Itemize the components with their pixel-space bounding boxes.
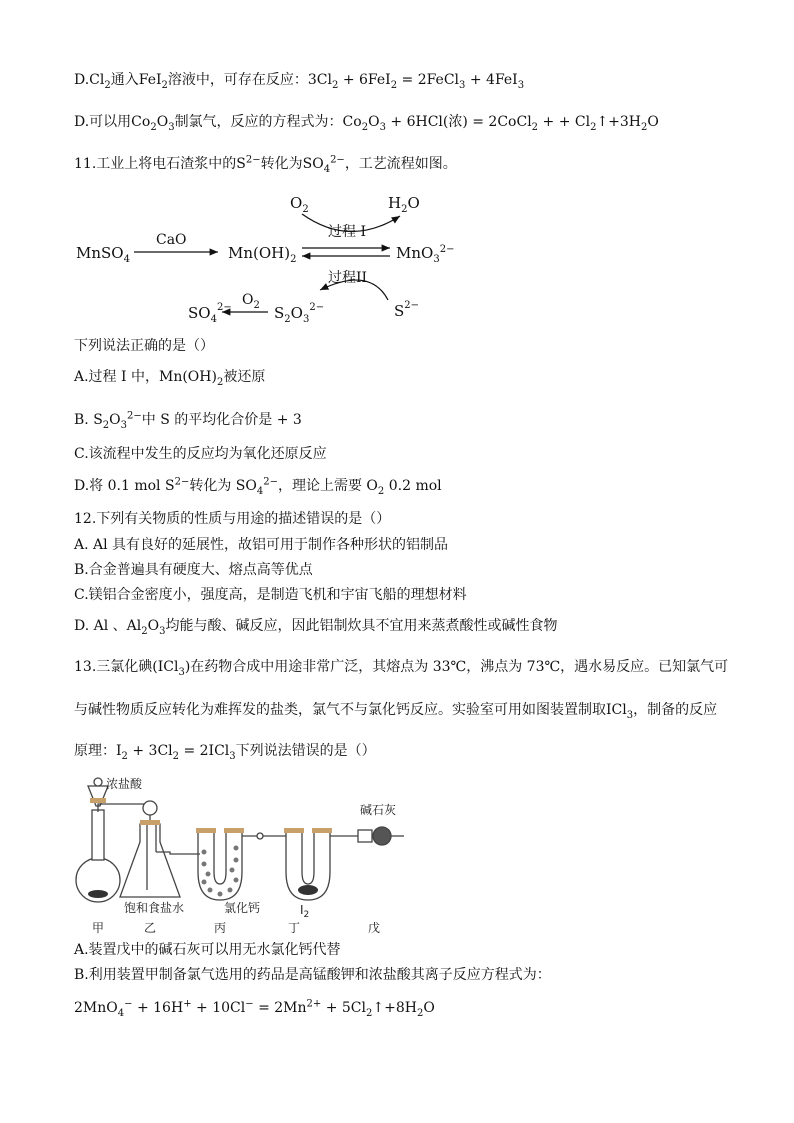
svg-text:过程II: 过程II [328, 270, 368, 286]
q10-option-d2: D.可以用$Co_2O_3$制氯气，反应的方程式为：$Co_2O_3 + 6HCl$(浓) = 2CoCl$_2$ + + $Cl_2↑+3H_2O$ [74, 114, 659, 133]
svg-text:S2O32−: $S_2O_3^{2-}$ [274, 302, 325, 325]
svg-text:甲: 甲 [92, 921, 105, 935]
q11-option-b: B. $S_2O_3^{2-}$中 S 的平均化合价是 + 3 [74, 410, 302, 431]
q11-stem: 11.工业上将电石渣浆中的$S^{2-}$转化为$SO_4^{2-}$，工艺流程如图。 [74, 154, 457, 175]
svg-text:O2: $O_2$ [242, 292, 260, 311]
svg-text:H2O: $H_2O$ [388, 194, 420, 215]
q13-line1: 13.三氯化碘(ICl$_3$)在药物合成中用途非常广泛，其熔点为 33℃，沸点为 73℃，遇水易反应。已知氯气可 [74, 659, 729, 678]
svg-text:氯化钙: 氯化钙 [224, 901, 261, 915]
svg-text:Mn(OH)2: $Mn(OH)_2$ [228, 244, 297, 265]
q13-line2: 与碱性物质反应转化为难挥发的盐类，氯气不与氯化钙反应。实验室可用如图装置制取ICl$_3$，制备的反应 [74, 702, 718, 721]
svg-text:丁: 丁 [288, 921, 301, 935]
q11-ask: 下列说法正确的是（） [74, 338, 214, 354]
svg-text:I2: $I_2$ [300, 903, 310, 920]
q12-option-c: C.镁铝合金密度小，强度高，是制造飞机和宇宙飞船的理想材料 [74, 587, 467, 603]
q11-option-c: C.该流程中发生的反应均为氧化还原反应 [74, 446, 327, 462]
svg-text:MnO32−: MnO$_3^{2-}$ [396, 244, 455, 265]
svg-text:戊: 戊 [368, 921, 381, 935]
q13-option-a: A.装置戊中的碱石灰可以用无水氯化钙代替 [74, 942, 341, 958]
q13-option-b: B.利用装置甲制备氯气选用的药品是高锰酸钾和浓盐酸其离子反应方程式为： [74, 967, 551, 983]
q13-equation: $2MnO_4^- + 16H^+ + 10Cl^- = 2Mn^{2+}$ + $5Cl_2↑+8H_2O$ [74, 998, 435, 1019]
svg-text:饱和食盐水: 饱和食盐水 [124, 901, 185, 915]
q10-option-d1: $D.Cl_2$通入FeI$_2$溶液中，可存在反应：$3Cl_2 + 6FeI_2$ = 2FeCl$_3$ + 4FeI$_3$ [74, 72, 525, 91]
apparatus-diagram [70, 772, 420, 937]
q12-stem: 12.下列有关物质的性质与用途的描述错误的是（） [74, 511, 391, 527]
svg-text:MnSO4: MnSO$_4$ [76, 244, 130, 265]
svg-text:CaO: CaO [156, 232, 187, 248]
svg-text:碱石灰: 碱石灰 [360, 803, 397, 817]
svg-text:SO42−: $SO_4^{2-}$ [188, 302, 232, 325]
svg-text:丙: 丙 [214, 921, 227, 935]
q11-option-a: A.过程 I 中，$Mn(OH)_2$被还原 [74, 369, 266, 388]
q13-line3: 原理：$I_2 + 3Cl_2 = 2ICl_3$下列说法错误的是（） [74, 743, 376, 762]
svg-text:乙: 乙 [144, 921, 157, 935]
cacl2-granules [202, 846, 239, 897]
svg-text:O2: $O_2$ [290, 194, 309, 215]
process-flow-diagram [70, 188, 455, 328]
q12-option-b: B.合金普遍具有硬度大、熔点高等优点 [74, 562, 313, 578]
svg-text:过程 I: 过程 I [328, 224, 366, 240]
svg-text:浓盐酸: 浓盐酸 [106, 777, 143, 791]
q12-option-a: A. Al 具有良好的延展性，故铝可用于制作各种形状的铝制品 [74, 537, 449, 553]
q11-option-d: D.将 0.1 mol $S^{2-}$转化为 $SO_4^{2-}$，理论上需要 $O_2$ 0.2 mol [74, 476, 442, 497]
svg-text:S2−: $S^{2-}$ [394, 300, 420, 320]
q12-option-d: D. Al 、$Al_2O_3$均能与酸、碱反应，因此铝制炊具不宜用来蒸煮酸性或碱性食物 [74, 618, 558, 637]
